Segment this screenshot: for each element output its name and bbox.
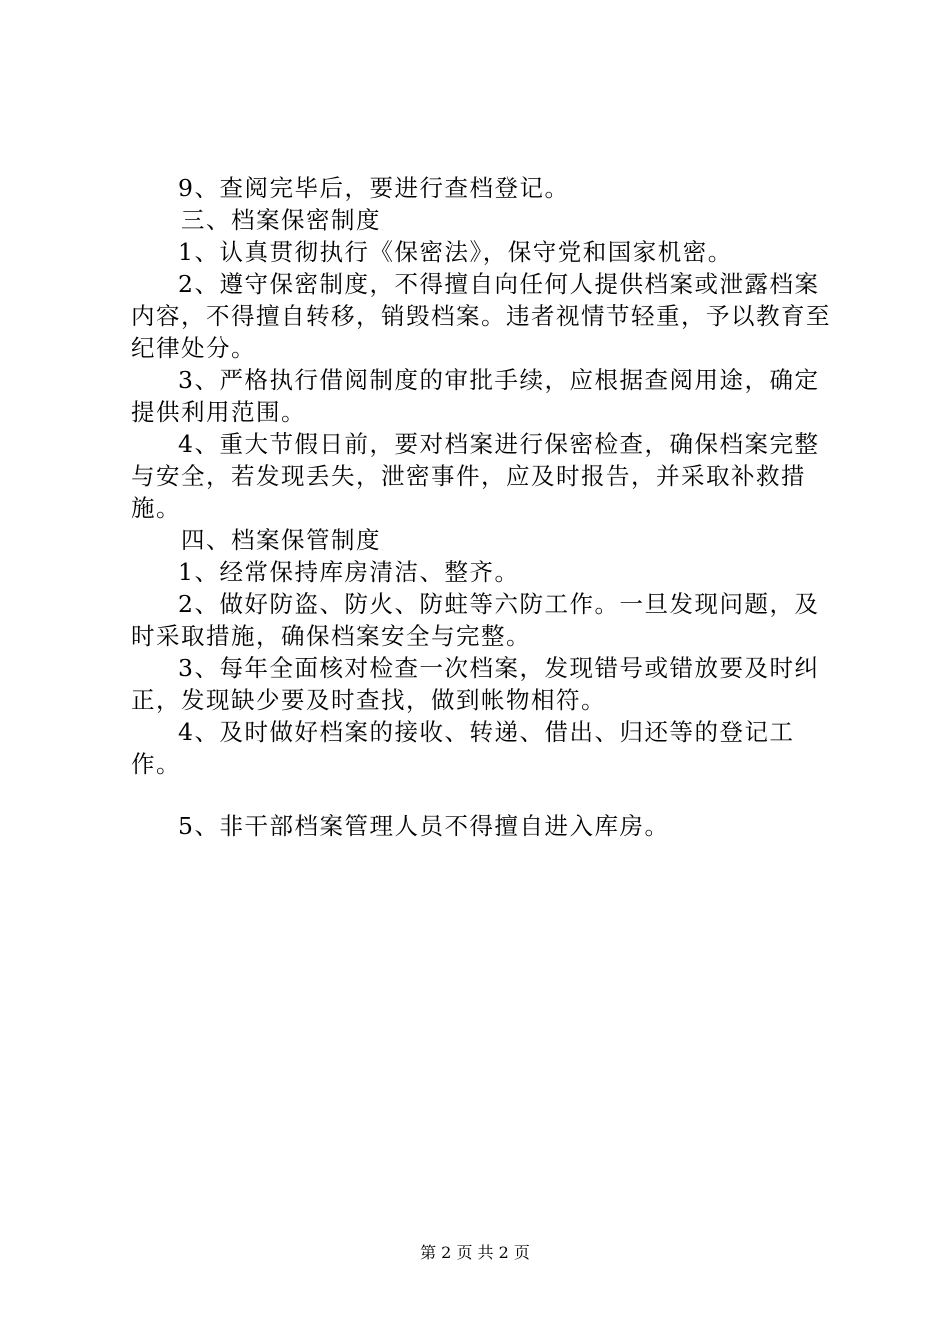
paragraph-custody-2: 2、做好防盗、防火、防蛀等六防工作。一旦发现问题，及时采取措施，确保档案安全与完整。 bbox=[131, 590, 820, 650]
paragraph-custody-4: 4、及时做好档案的接收、转递、借出、归还等的登记工作。 bbox=[131, 718, 795, 778]
paragraph-custody-1: 1、经常保持库房清洁、整齐。 bbox=[178, 558, 520, 586]
paragraph-confidentiality-4: 4、重大节假日前，要对档案进行保密检查，确保档案完整与安全，若发现丢失，泄密事件，应及时报告，并采取补救措施。 bbox=[131, 430, 820, 522]
section-heading-confidentiality: 三、档案保密制度 bbox=[181, 206, 381, 234]
paragraph-custody-3: 3、每年全面核对检查一次档案，发现错号或错放要及时纠正，发现缺少要及时查找，做到帐物相符。 bbox=[131, 654, 820, 714]
paragraph-item-9: 9、查阅完毕后，要进行查档登记。 bbox=[178, 174, 570, 202]
paragraph-confidentiality-3: 3、严格执行借阅制度的审批手续，应根据查阅用途，确定提供利用范围。 bbox=[131, 366, 820, 426]
paragraph-confidentiality-1: 1、认真贯彻执行《保密法》，保守党和国家机密。 bbox=[178, 238, 733, 266]
paragraph-confidentiality-2: 2、遵守保密制度，不得擅自向任何人提供档案或泄露档案内容，不得擅自转移，销毁档案。违者视情节轻重，予以教育至纪律处分。 bbox=[131, 270, 831, 362]
section-heading-custody: 四、档案保管制度 bbox=[181, 526, 381, 554]
document-body bbox=[131, 172, 831, 842]
paragraph-custody-5: 5、非干部档案管理人员不得擅自进入库房。 bbox=[178, 812, 670, 840]
page-footer: 第 2 页 共 2 页 bbox=[420, 1243, 530, 1262]
